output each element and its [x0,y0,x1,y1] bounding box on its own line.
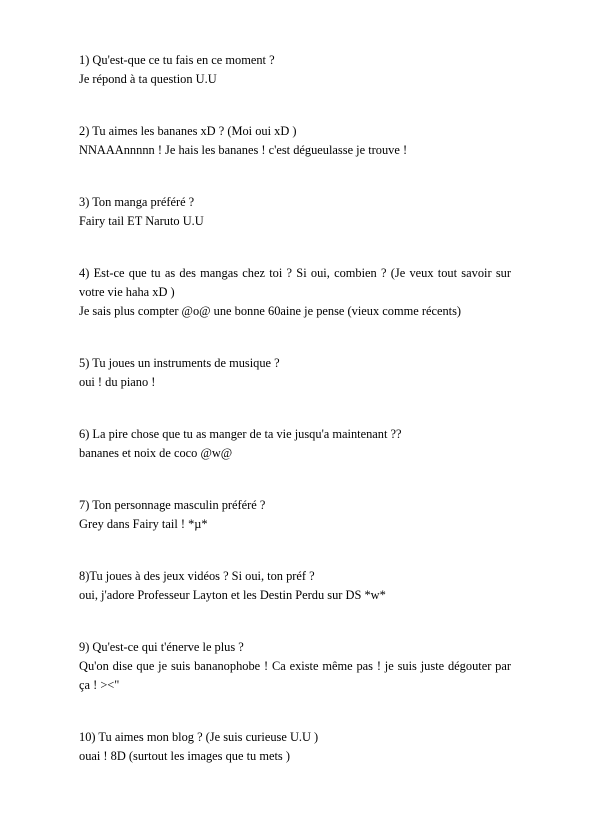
qa-item-2 [79,122,511,160]
question-text: 8)Tu joues à des jeux vidéos ? Si oui, ton préf ? [79,569,315,583]
question-text: 3) Ton manga préféré ? [79,195,195,209]
answer-text: oui ! du piano ! [79,375,156,389]
answer-text: Grey dans Fairy tail ! *µ* [79,517,208,531]
qa-item-6 [79,425,511,463]
answer-text: oui, j'adore Professeur Layton et les Destin Perdu sur DS *w* [79,588,386,602]
question-text: 1) Qu'est-que ce tu fais en ce moment ? [79,53,275,67]
answer-text: Fairy tail ET Naruto U.U [79,214,204,228]
question-text: 10) Tu aimes mon blog ? (Je suis curieuse U.U ) [79,730,319,744]
qa-item-3 [79,193,511,231]
qa-item-9 [79,638,511,695]
question-text: 4) Est-ce que tu as des mangas chez toi ? Si oui, combien ? (Je veux tout savoir sur votre vie haha xD ) [79,266,511,299]
question-text: 6) La pire chose que tu as manger de ta vie jusqu'a maintenant ?? [79,427,402,441]
question-text: 9) Qu'est-ce qui t'énerve le plus ? [79,640,244,654]
answer-text: Je sais plus compter @o@ une bonne 60aine je pense (vieux comme récents) [79,304,462,318]
qa-item-10 [79,728,511,766]
answer-text: Je répond à ta question U.U [79,72,217,86]
qa-item-1 [79,51,511,89]
answer-text: NNAAAnnnnn ! Je hais les bananes ! c'est dégueulasse je trouve ! [79,143,408,157]
answer-text: ouai ! 8D (surtout les images que tu mets ) [79,749,290,763]
qa-item-8 [79,567,511,605]
question-text: 2) Tu aimes les bananes xD ? (Moi oui xD ) [79,124,297,138]
answer-text: bananes et noix de coco @w@ [79,446,233,460]
qa-item-5 [79,354,511,392]
question-text: 7) Ton personnage masculin préféré ? [79,498,266,512]
answer-text: Qu'on dise que je suis bananophobe ! Ca existe même pas ! je suis juste dégouter par ça ! ><" [79,659,511,692]
qa-item-4 [79,264,511,321]
question-text: 5) Tu joues un instruments de musique ? [79,356,280,370]
qa-item-7 [79,496,511,534]
